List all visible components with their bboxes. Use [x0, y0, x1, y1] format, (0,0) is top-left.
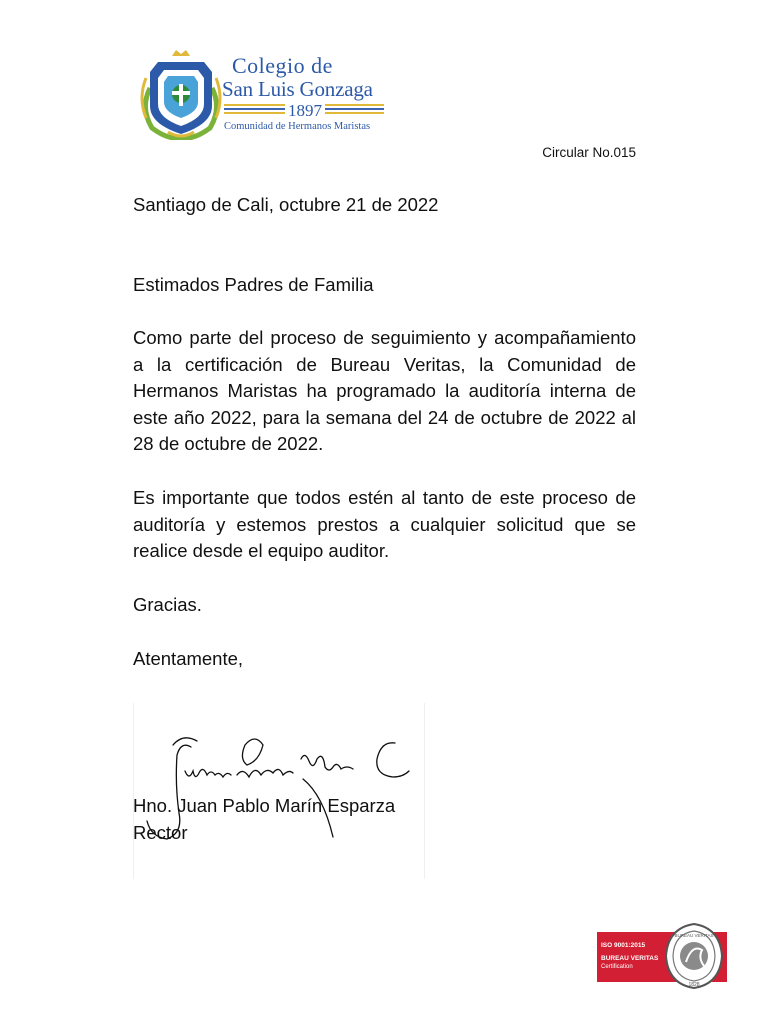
cert-iso-label: ISO 9001:2015 — [601, 942, 646, 949]
bureau-veritas-seal-icon — [662, 922, 726, 990]
signer-role: Rector — [133, 822, 188, 843]
signer-name: Hno. Juan Pablo Marín Esparza — [133, 795, 396, 816]
letter-paragraph-1: Como parte del proceso de seguimiento y acompañamiento a la certificación de Bureau Veritas, la Comunidad de Hermanos Maristas ha programado la auditoría interna de este año 2022, para la semana del 24 de octubre de 2022 al 28 de octubre de 2022. — [133, 327, 636, 454]
letter-date: Santiago de Cali, octubre 21 de 2022 — [133, 194, 439, 215]
school-logo — [138, 48, 388, 140]
letter-closing: Atentamente, — [133, 648, 244, 669]
seal-year: 1828 — [688, 982, 700, 988]
cert-label: Certification — [601, 964, 633, 970]
seal-top-text: BUREAU VERITAS — [674, 933, 714, 938]
logo-year: 1897 — [285, 101, 325, 120]
circular-number: Circular No.015 — [542, 145, 636, 160]
logo-title-line2: San Luis Gonzaga — [222, 77, 373, 101]
school-crest-icon — [138, 48, 224, 140]
cert-brand: BUREAU VERITAS — [601, 955, 659, 962]
logo-year-row — [222, 101, 388, 121]
letter-thanks: Gracias. — [133, 594, 202, 615]
letter-greeting: Estimados Padres de Familia — [133, 274, 374, 295]
letter-paragraph-2: Es importante que todos estén al tanto de este proceso de auditoría y estemos prestos a cualquier solicitud que se realice desde el equipo auditor. — [133, 487, 636, 561]
logo-subtitle: Comunidad de Hermanos Maristas — [224, 121, 371, 132]
logo-title-line1: Colegio de — [232, 53, 333, 78]
